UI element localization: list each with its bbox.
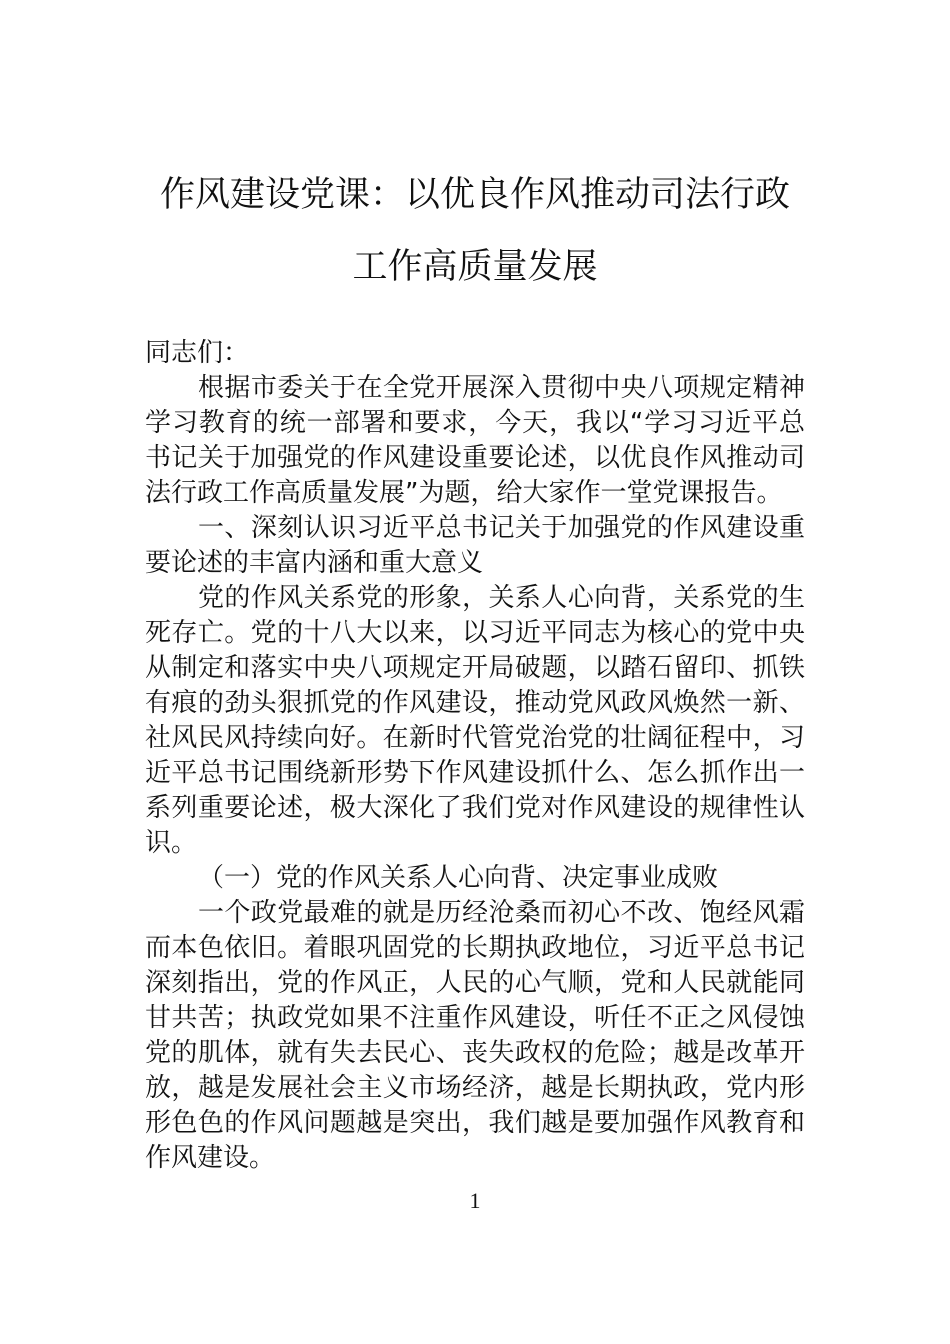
text-line: 有痕的劲头狠抓党的作风建设，推动党风政风焕然一新、 [145, 688, 805, 718]
text-line: 党的肌体，就有失去民心、丧失政权的危险；越是改革开 [145, 1038, 805, 1068]
page-number: 1 [469, 1188, 481, 1213]
text-line: 学习教育的统一部署和要求，今天，我以“学习习近平总 [145, 408, 805, 438]
text-line: 社风民风持续向好。在新时代管党治党的壮阔征程中，习 [145, 723, 805, 753]
text-line: 根据市委关于在全党开展深入贯彻中央八项规定精神 [198, 373, 805, 403]
text-line: 系列重要论述，极大深化了我们党对作风建设的规律性认 [145, 793, 805, 823]
text-line: 要论述的丰富内涵和重大意义 [145, 548, 484, 578]
text-line: 一、深刻认识习近平总书记关于加强党的作风建设重 [198, 513, 805, 543]
text-line: 放，越是发展社会主义市场经济，越是长期执政，党内形 [145, 1073, 805, 1103]
text-line: 形色色的作风问题越是突出，我们越是要加强作风教育和 [145, 1108, 805, 1138]
text-line: 而本色依旧。着眼巩固党的长期执政地位，习近平总书记 [145, 933, 805, 963]
text-line: 党的作风关系党的形象，关系人心向背，关系党的生 [198, 583, 805, 613]
text-line: 一个政党最难的就是历经沧桑而初心不改、饱经风霜 [198, 898, 805, 928]
document-title-line-1: 作风建设党课：以优良作风推动司法行政 [159, 175, 790, 215]
text-line: 从制定和落实中央八项规定开局破题，以踏石留印、抓铁 [145, 653, 805, 683]
document-title-line-2: 工作高质量发展 [352, 247, 598, 287]
text-line: 书记关于加强党的作风建设重要论述，以优良作风推动司 [145, 443, 805, 473]
text-line: 法行政工作高质量发展”为题，给大家作一堂党课报告。 [145, 478, 783, 508]
text-line: 深刻指出，党的作风正，人民的心气顺，党和人民就能同 [145, 968, 805, 998]
text-line: 甘共苦；执政党如果不注重作风建设，听任不正之风侵蚀 [145, 1003, 805, 1033]
text-line: 同志们： [145, 338, 250, 368]
text-line: 作风建设。 [145, 1143, 276, 1173]
text-line: 近平总书记围绕新形势下作风建设抓什么、怎么抓作出一 [145, 758, 805, 788]
text-line: 识。 [145, 828, 198, 858]
text-line: （一）党的作风关系人心向背、决定事业成败 [198, 863, 719, 893]
document-body [145, 336, 805, 1176]
text-line: 死存亡。党的十八大以来，以习近平同志为核心的党中央 [145, 618, 805, 648]
